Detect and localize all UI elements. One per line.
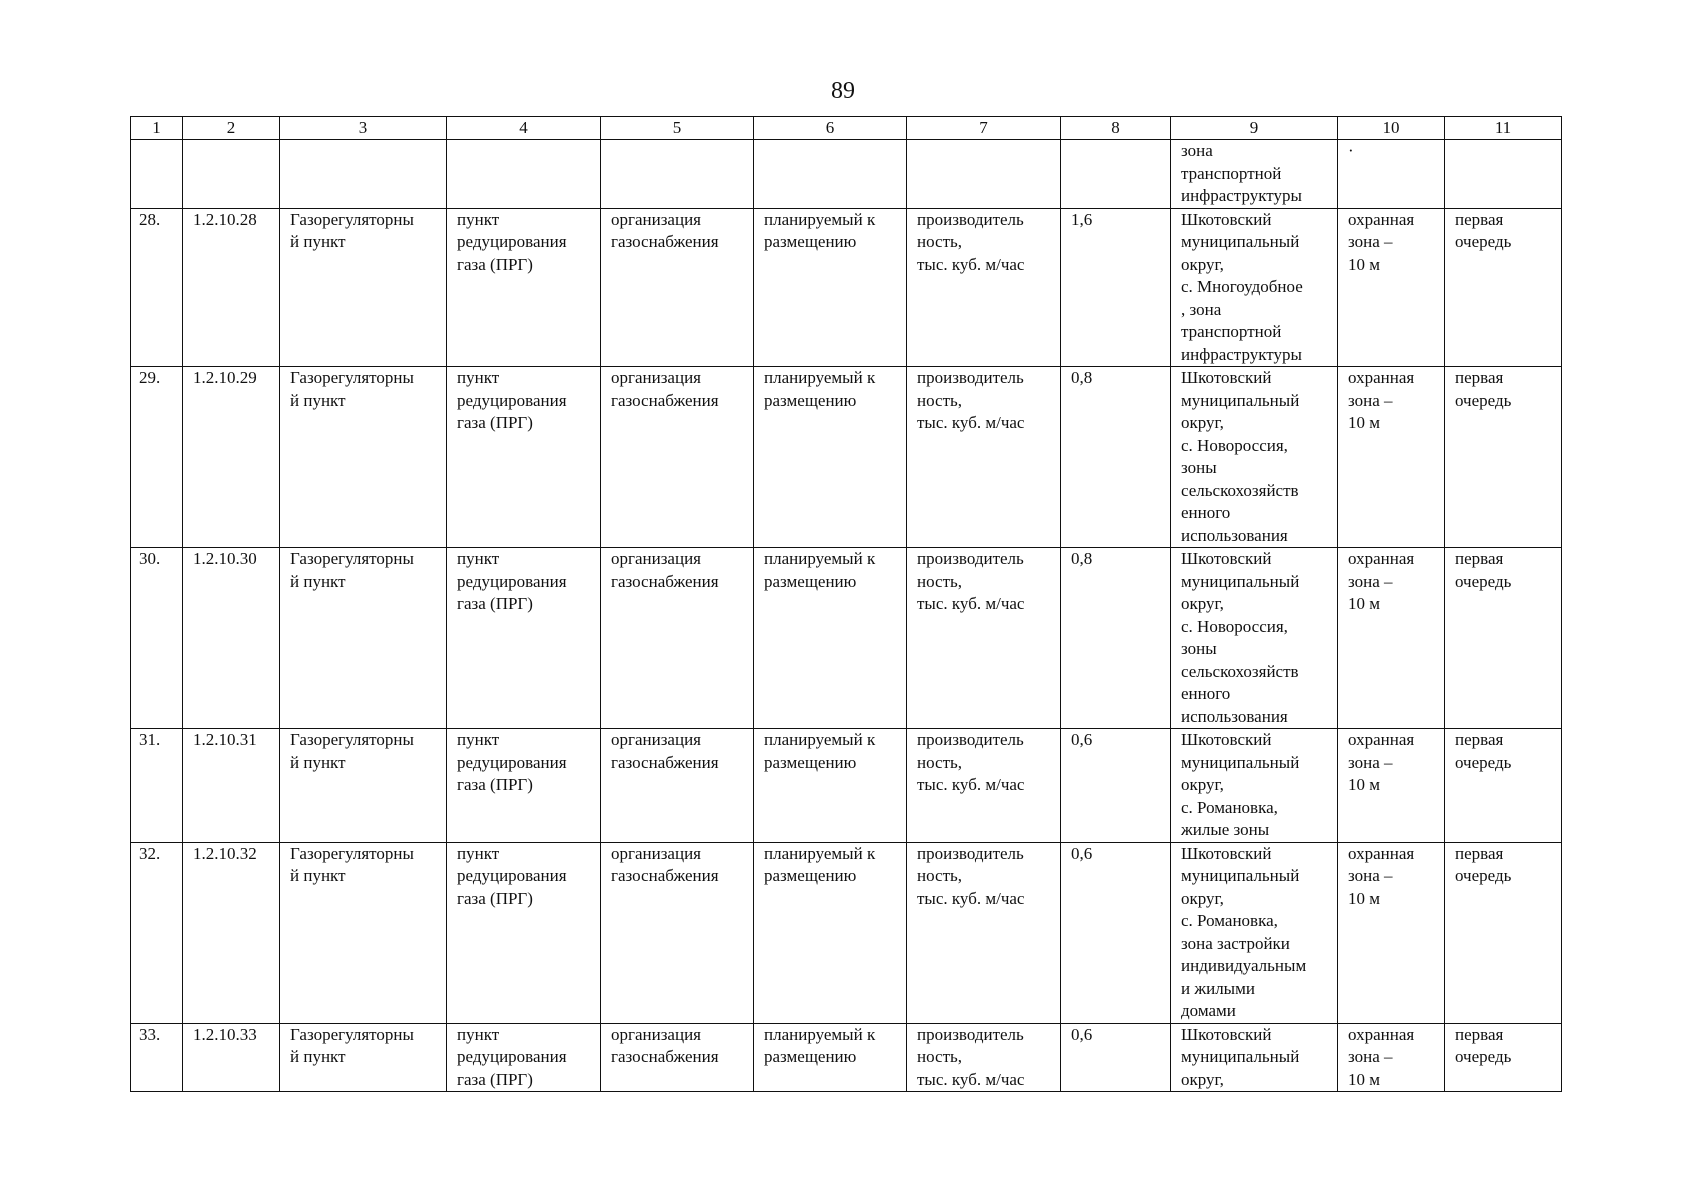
row-number-cell	[131, 548, 183, 729]
object-type-cell	[447, 1023, 601, 1092]
zone-cell	[1338, 208, 1445, 367]
table-row	[131, 208, 1562, 367]
cell-text: производитель ность, тыс. куб. м/час	[917, 209, 1025, 274]
zone-cell	[1338, 140, 1445, 209]
cell-text: планируемый к размещению	[764, 843, 876, 885]
cell-text: планируемый к размещению	[764, 368, 876, 410]
cell-text: первая очередь	[1455, 209, 1512, 251]
object-name-cell	[280, 1023, 447, 1092]
cell-text: пункт редуцирования газа (ПРГ)	[457, 730, 567, 794]
parameter-name-cell	[907, 729, 1061, 843]
table-row	[131, 548, 1562, 729]
cell-text: 1.2.10.32	[193, 843, 257, 863]
cell-text: 0,6	[1071, 843, 1093, 863]
status-cell	[754, 367, 907, 548]
column-header: 8	[1061, 117, 1171, 140]
status-cell	[754, 729, 907, 843]
zone-cell	[1338, 367, 1445, 548]
cell-text: Шкотовский муниципальный округ,	[1181, 1024, 1300, 1089]
status-cell	[754, 1023, 907, 1092]
cell-text: охранная зона – 10 м	[1348, 730, 1415, 794]
parameter-value-cell	[1061, 729, 1171, 843]
object-type-cell	[447, 548, 601, 729]
column-header: 4	[447, 117, 601, 140]
stage-cell	[1445, 140, 1562, 209]
column-header: 9	[1171, 117, 1338, 140]
cell-text: охранная зона – 10 м	[1348, 843, 1415, 908]
cell-text: организация газоснабжения	[611, 549, 719, 591]
cell-text: 1.2.10.31	[193, 730, 257, 749]
column-header: 5	[601, 117, 754, 140]
cell-text: 0,6	[1071, 730, 1093, 749]
code-cell	[183, 729, 280, 843]
cell-text: первая очередь	[1455, 368, 1512, 410]
column-header: 6	[754, 117, 907, 140]
stage-cell	[1445, 842, 1562, 1023]
cell-text: планируемый к размещению	[764, 1024, 876, 1066]
object-type-cell	[447, 842, 601, 1023]
cell-text: планируемый к размещению	[764, 209, 876, 251]
parameter-name-cell	[907, 208, 1061, 367]
stage-cell	[1445, 548, 1562, 729]
cell-text: пункт редуцирования газа (ПРГ)	[457, 209, 567, 274]
cell-text: производитель ность, тыс. куб. м/час	[917, 368, 1025, 432]
object-type-cell	[447, 729, 601, 843]
table-row	[131, 729, 1562, 843]
object-type-cell	[447, 367, 601, 548]
cell-text: организация газоснабжения	[611, 368, 719, 410]
code-cell	[183, 548, 280, 729]
status-cell	[754, 842, 907, 1023]
cell-text: производитель ность, тыс. куб. м/час	[917, 843, 1025, 908]
cell-text: пункт редуцирования газа (ПРГ)	[457, 368, 567, 432]
zone-cell	[1338, 729, 1445, 843]
cell-text: Газорегуляторны й пункт	[290, 843, 414, 885]
location-cell	[1171, 729, 1338, 843]
purpose-cell	[601, 729, 754, 843]
cell-text: 1.2.10.30	[193, 549, 257, 568]
parameter-value-cell	[1061, 842, 1171, 1023]
stage-cell	[1445, 367, 1562, 548]
location-cell	[1171, 367, 1338, 548]
purpose-cell	[601, 140, 754, 209]
object-name-cell	[280, 548, 447, 729]
cell-text: первая очередь	[1455, 843, 1512, 885]
cell-text: Шкотовский муниципальный округ, с. Романовка, жилые зоны	[1181, 730, 1300, 839]
cell-text: охранная зона – 10 м	[1348, 368, 1415, 432]
parameter-name-cell	[907, 842, 1061, 1023]
cell-text: 33.	[139, 1024, 161, 1044]
cell-text: охранная зона – 10 м	[1348, 209, 1415, 274]
cell-text: зона транспортной инфраструктуры	[1181, 141, 1302, 205]
column-header: 7	[907, 117, 1061, 140]
row-number-cell	[131, 208, 183, 367]
cell-text: 0,6	[1071, 1024, 1093, 1044]
cell-text: охранная зона – 10 м	[1348, 549, 1415, 613]
cell-text: 31.	[139, 730, 161, 749]
stage-cell	[1445, 729, 1562, 843]
cell-text: пункт редуцирования газа (ПРГ)	[457, 843, 567, 908]
cell-text: 0,8	[1071, 368, 1093, 387]
cell-text: пункт редуцирования газа (ПРГ)	[457, 549, 567, 613]
stage-cell	[1445, 208, 1562, 367]
purpose-cell	[601, 367, 754, 548]
object-type-cell	[447, 208, 601, 367]
cell-text: производитель ность, тыс. куб. м/час	[917, 549, 1025, 613]
code-cell	[183, 842, 280, 1023]
cell-text: первая очередь	[1455, 730, 1512, 772]
cell-text: пункт редуцирования газа (ПРГ)	[457, 1024, 567, 1089]
cell-text: планируемый к размещению	[764, 549, 876, 591]
cell-text: Газорегуляторны й пункт	[290, 1024, 414, 1066]
page-number: 89	[831, 78, 855, 104]
parameter-name-cell	[907, 1023, 1061, 1092]
cell-text: 30.	[139, 549, 161, 568]
cell-text: организация газоснабжения	[611, 843, 719, 885]
cell-text: охранная зона – 10 м	[1348, 1024, 1415, 1089]
object-name-cell	[280, 842, 447, 1023]
location-cell	[1171, 548, 1338, 729]
table-row	[131, 1023, 1562, 1092]
cell-text: 0,8	[1071, 549, 1093, 568]
purpose-cell	[601, 842, 754, 1023]
row-number-cell	[131, 729, 183, 843]
cell-text: 1.2.10.28	[193, 209, 257, 229]
cell-text: Шкотовский муниципальный округ, с. Новороссия, зоны сельскохозяйств енного использования	[1181, 368, 1300, 545]
cell-text: Шкотовский муниципальный округ, с. Многоудобное , зона транспортной инфраструктуры	[1181, 209, 1303, 364]
parameter-value-cell	[1061, 208, 1171, 367]
cell-text: Газорегуляторны й пункт	[290, 730, 414, 772]
cell-text: Газорегуляторны й пункт	[290, 209, 414, 251]
cell-text: ·	[1348, 141, 1354, 160]
parameter-value-cell	[1061, 367, 1171, 548]
column-number-row	[131, 117, 1562, 140]
parameter-name-cell	[907, 140, 1061, 209]
stage-cell	[1445, 1023, 1562, 1092]
column-header: 3	[280, 117, 447, 140]
data-table	[130, 116, 1562, 1092]
purpose-cell	[601, 208, 754, 367]
cell-text: Газорегуляторны й пункт	[290, 549, 414, 591]
cell-text: Шкотовский муниципальный округ, с. Новороссия, зоны сельскохозяйств енного использования	[1181, 549, 1300, 726]
column-header: 2	[183, 117, 280, 140]
zone-cell	[1338, 1023, 1445, 1092]
cell-text: организация газоснабжения	[611, 730, 719, 772]
cell-text: организация газоснабжения	[611, 1024, 719, 1066]
parameter-value-cell	[1061, 548, 1171, 729]
cell-text: производитель ность, тыс. куб. м/час	[917, 730, 1025, 794]
row-number-cell	[131, 367, 183, 548]
object-name-cell	[280, 367, 447, 548]
status-cell	[754, 548, 907, 729]
cell-text: организация газоснабжения	[611, 209, 719, 251]
object-name-cell	[280, 208, 447, 367]
cell-text: производитель ность, тыс. куб. м/час	[917, 1024, 1025, 1089]
location-cell	[1171, 1023, 1338, 1092]
code-cell	[183, 140, 280, 209]
column-header: 10	[1338, 117, 1445, 140]
parameter-value-cell	[1061, 1023, 1171, 1092]
code-cell	[183, 367, 280, 548]
parameter-name-cell	[907, 367, 1061, 548]
cell-text: 32.	[139, 843, 161, 863]
cell-text: 1.2.10.33	[193, 1024, 257, 1044]
location-cell	[1171, 208, 1338, 367]
parameter-value-cell	[1061, 140, 1171, 209]
row-number-cell	[131, 140, 183, 209]
cell-text: 1,6	[1071, 209, 1093, 229]
table-body	[131, 140, 1562, 1092]
object-name-cell	[280, 729, 447, 843]
cell-text: первая очередь	[1455, 1024, 1512, 1066]
column-header: 11	[1445, 117, 1562, 140]
table-row	[131, 367, 1562, 548]
cell-text: 28.	[139, 209, 161, 229]
cell-text: Газорегуляторны й пункт	[290, 368, 414, 410]
code-cell	[183, 208, 280, 367]
object-type-cell	[447, 140, 601, 209]
purpose-cell	[601, 1023, 754, 1092]
cell-text: первая очередь	[1455, 549, 1512, 591]
purpose-cell	[601, 548, 754, 729]
cell-text: Шкотовский муниципальный округ, с. Романовка, зона застройки индивидуальным и жилыми домами	[1181, 843, 1307, 1020]
status-cell	[754, 140, 907, 209]
zone-cell	[1338, 548, 1445, 729]
table-row	[131, 140, 1562, 209]
column-header: 1	[131, 117, 183, 140]
row-number-cell	[131, 842, 183, 1023]
zone-cell	[1338, 842, 1445, 1023]
code-cell	[183, 1023, 280, 1092]
cell-text: 29.	[139, 368, 161, 387]
location-cell	[1171, 140, 1338, 209]
location-cell	[1171, 842, 1338, 1023]
table-row	[131, 842, 1562, 1023]
status-cell	[754, 208, 907, 367]
row-number-cell	[131, 1023, 183, 1092]
cell-text: планируемый к размещению	[764, 730, 876, 772]
object-name-cell	[280, 140, 447, 209]
cell-text: 1.2.10.29	[193, 368, 257, 387]
table-header	[131, 117, 1562, 140]
parameter-name-cell	[907, 548, 1061, 729]
